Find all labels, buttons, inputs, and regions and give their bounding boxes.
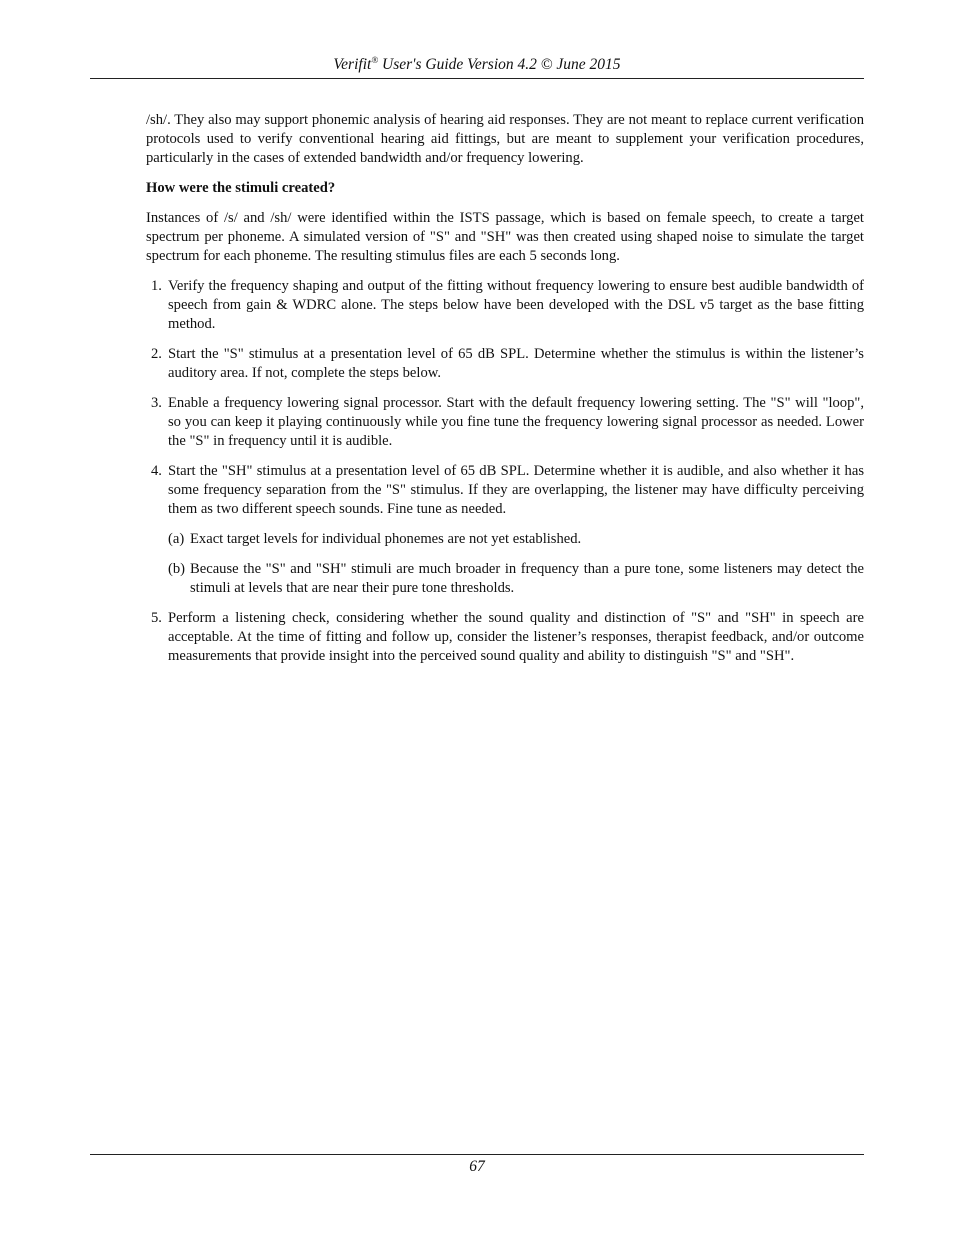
substep-label: (b) bbox=[168, 561, 186, 577]
registered-mark: ® bbox=[371, 55, 379, 65]
step-number: 3. bbox=[151, 395, 162, 411]
substep-text: Exact target levels for individual phonemes are not yet established. bbox=[190, 531, 582, 547]
substep-b bbox=[168, 560, 864, 598]
step-text: Verify the frequency shaping and output of the fitting without frequency lowering to ensure best audible bandwidth of speech from gain & WDRC alone. The steps below have been developed with the DSL v5 target as the base fitting method. bbox=[168, 278, 864, 332]
step-1 bbox=[146, 277, 864, 334]
step-text: Start the "SH" stimulus at a presentation level of 65 dB SPL. Determine whether it is audible, and also whether it has some frequency separation from the "S" stimulus. If they are overlapping, the listener may have difficulty perceiving them as two different speech sounds. Fine tune as needed. bbox=[168, 463, 864, 517]
header-title-prefix: Verifit bbox=[333, 56, 372, 73]
step-text: Enable a frequency lowering signal processor. Start with the default frequency lowering setting. The "S" will "loop", so you can keep it playing continuously while you fine tune the frequency lowering signal processor as needed. Lower the "S" in frequency until it is audible. bbox=[168, 395, 864, 449]
step-text: Start the "S" stimulus at a presentation level of 65 dB SPL. Determine whether the stimulus is within the listener’s auditory area. If not, complete the steps below. bbox=[168, 346, 864, 381]
step-3 bbox=[146, 394, 864, 451]
step-4 bbox=[146, 462, 864, 598]
page-number: 67 bbox=[469, 1158, 485, 1175]
section-heading: How were the stimuli created? bbox=[146, 180, 336, 196]
substeps-list bbox=[168, 530, 864, 598]
stimuli-paragraph: Instances of /s/ and /sh/ were identified within the ISTS passage, which is based on female speech, to create a target spectrum per phoneme. A simulated version of "S" and "SH" was then created using shaped noise to simulate the target spectrum for each phoneme. The resulting stimulus files are each 5 seconds long. bbox=[146, 210, 864, 264]
step-number: 5. bbox=[151, 610, 162, 626]
footer-divider bbox=[90, 1154, 864, 1155]
step-2 bbox=[146, 345, 864, 383]
substep-text: Because the "S" and "SH" stimuli are much broader in frequency than a pure tone, some listeners may detect the stimuli at levels that are near their pure tone thresholds. bbox=[190, 561, 864, 596]
substep-a bbox=[168, 530, 864, 549]
header-divider bbox=[90, 78, 864, 79]
steps-list bbox=[146, 277, 864, 666]
page-content bbox=[146, 111, 864, 677]
page-header bbox=[90, 56, 864, 74]
step-number: 1. bbox=[151, 278, 162, 294]
step-text: Perform a listening check, considering whether the sound quality and distinction of "S" and "SH" in speech are acceptable. At the time of fitting and follow up, consider the listener’s responses, therapist feedback, and/or outcome measurements that provide insight into the perceived sound quality and ability to distinguish "S" and "SH". bbox=[168, 610, 864, 664]
step-number: 2. bbox=[151, 346, 162, 362]
intro-paragraph: /sh/. They also may support phonemic analysis of hearing aid responses. They are not meant to replace current verification protocols used to verify conventional hearing aid fittings, but are meant to supplement your verification procedures, particularly in the cases of extended bandwidth and/or frequency lowering. bbox=[146, 112, 864, 166]
step-5 bbox=[146, 609, 864, 666]
substep-label: (a) bbox=[168, 531, 185, 547]
step-number: 4. bbox=[151, 463, 162, 479]
header-title-suffix: User's Guide Version 4.2 © June 2015 bbox=[382, 56, 621, 73]
